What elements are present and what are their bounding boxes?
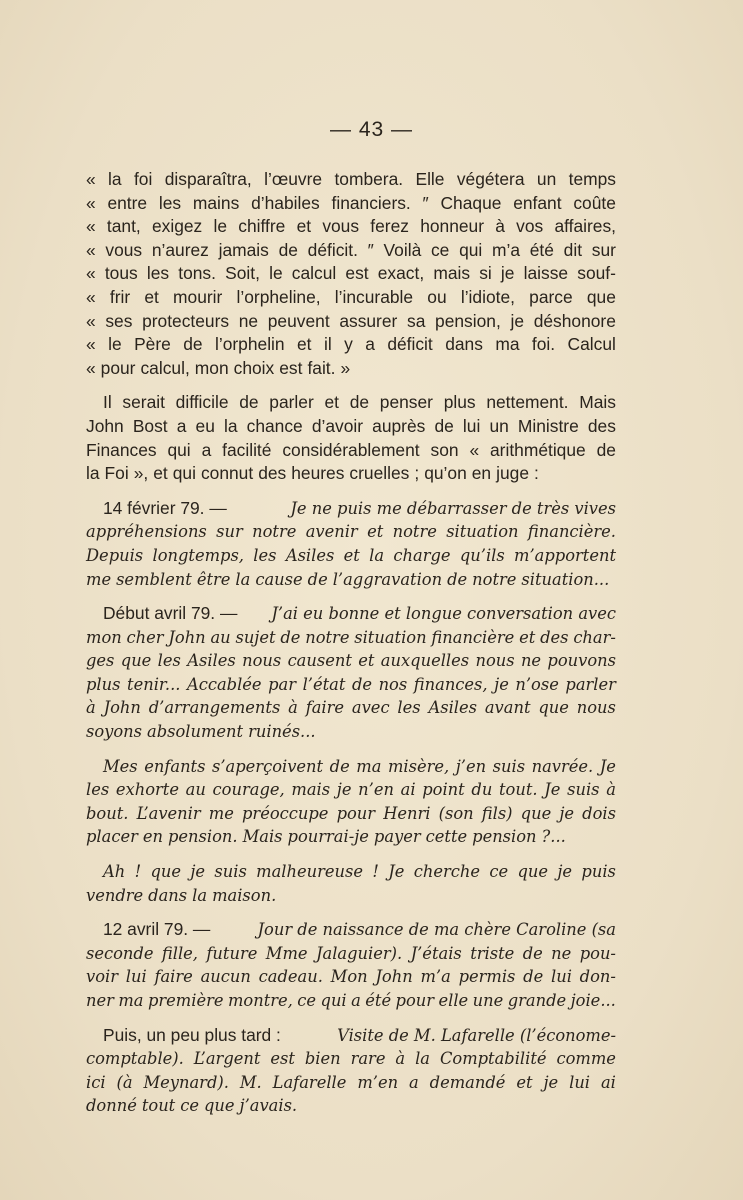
text-line: voir lui faire aucun cadeau. Mon John m’a permis de lui don-: [86, 967, 616, 987]
text-line: la Foi », et qui connut des heures cruelles ; qu’on en juge :: [86, 463, 539, 484]
text-line: plus tenir... Accablée par l’état de nos finances, je n’ose parler: [86, 674, 616, 694]
diary-entry: [86, 755, 616, 849]
entry-date: 14 février 79. —: [103, 497, 227, 518]
text-line: vendre dans la maison.: [86, 885, 277, 905]
text-line: Mes enfants s’aperçoivent de ma misère, j’en suis navrée. Je: [103, 756, 616, 776]
entry-date: Début avril 79. —: [103, 603, 238, 624]
paragraph: [86, 391, 616, 485]
quote-block: [86, 168, 616, 380]
text-line: « la foi disparaîtra, l’œuvre tombera. Elle végétera un temps: [86, 169, 616, 189]
entry-text: Visite de M. Lafarelle (l’économe-: [337, 1025, 616, 1045]
entry-text: J’ai eu bonne et longue conversation avec: [271, 604, 616, 624]
text-line: ner ma première montre, ce qui a été pour elle une grande joie...: [86, 991, 616, 1010]
text-line: bout. L’avenir me préoccupe pour Henri (son fils) que je dois: [86, 803, 616, 823]
entry-text: Je ne puis me débarrasser de très vives: [290, 498, 616, 518]
text-line: Finances qui a facilité considérablement son « arithmétique de: [86, 439, 616, 460]
text-line: les exhorte au courage, mais je n’en ai point du tout. Je suis à: [86, 780, 616, 800]
text-line: appréhensions sur notre avenir et notre situation financière.: [86, 522, 616, 542]
text-line: Il serait difficile de parler et de penser plus nettement. Mais: [103, 392, 616, 413]
diary-entry: [86, 860, 616, 907]
text-line: comptable). L’argent est bien rare à la Comptabilité comme: [86, 1049, 616, 1069]
text-line: « le Père de l’orphelin et il y a déficit dans ma foi. Calcul: [86, 334, 616, 355]
text-line: « ses protecteurs ne peuvent assurer sa pension, je déshonore: [86, 310, 616, 331]
text-line: « tous les tons. Soit, le calcul est exact, mais si je laisse souf-: [86, 263, 616, 284]
text-line: seconde fille, future Mme Jalaguier). J’étais triste de ne pou-: [86, 943, 616, 963]
text-line: « frir et mourir l’orpheline, l’incurable ou l’idiote, parce que: [86, 286, 616, 307]
diary-entry: [86, 918, 616, 1012]
entry-intro: Puis, un peu plus tard :: [103, 1024, 281, 1045]
entry-text: Jour de naissance de ma chère Caroline (sa: [257, 920, 616, 940]
text-line: me semblent être la cause de l’aggravation de notre situation...: [86, 569, 610, 589]
text-line: ges que les Asiles nous causent et auxquelles nous ne pouvons: [86, 651, 616, 671]
body-text: [86, 168, 616, 1118]
text-line: Depuis longtemps, les Asiles et la charge qu’ils m’apportent: [86, 545, 616, 565]
text-line: « entre les mains d’habiles financiers. ″ Chaque enfant coûte: [86, 192, 616, 213]
text-line: [86, 1024, 616, 1048]
text-line: ici (à Meynard). M. Lafarelle m’en a demandé et je lui ai: [86, 1072, 616, 1092]
text-line: mon cher John au sujet de notre situation financière et des char-: [86, 627, 616, 647]
text-line: [86, 497, 616, 521]
text-line: « tant, exigez le chiffre et vous ferez honneur à vos affaires,: [86, 216, 616, 237]
text-line: [86, 602, 616, 626]
text-line: à John d’arrangements à faire avec les Asiles avant que nous: [86, 698, 616, 718]
text-line: « pour calcul, mon choix est fait. »: [86, 357, 351, 378]
diary-entry: [86, 497, 616, 591]
text-line: [86, 918, 616, 942]
entry-date: 12 avril 79. —: [103, 919, 211, 940]
text-line: placer en pension. Mais pourrai-je payer cette pension ?...: [86, 827, 566, 847]
page-number: — 43 —: [329, 118, 414, 141]
text-line: donné tout ce que j’avais.: [86, 1096, 298, 1116]
diary-entry: [86, 602, 616, 744]
diary-entry: [86, 1024, 616, 1118]
text-line: John Bost a eu la chance d’avoir auprès de lui un Ministre des: [86, 415, 616, 436]
text-line: « vous n’aurez jamais de déficit. ″ Voilà ce qui m’a été dit sur: [86, 239, 616, 260]
text-line: Ah ! que je suis malheureuse ! Je cherche ce que je puis: [103, 862, 616, 882]
text-line: soyons absolument ruinés...: [86, 722, 316, 742]
